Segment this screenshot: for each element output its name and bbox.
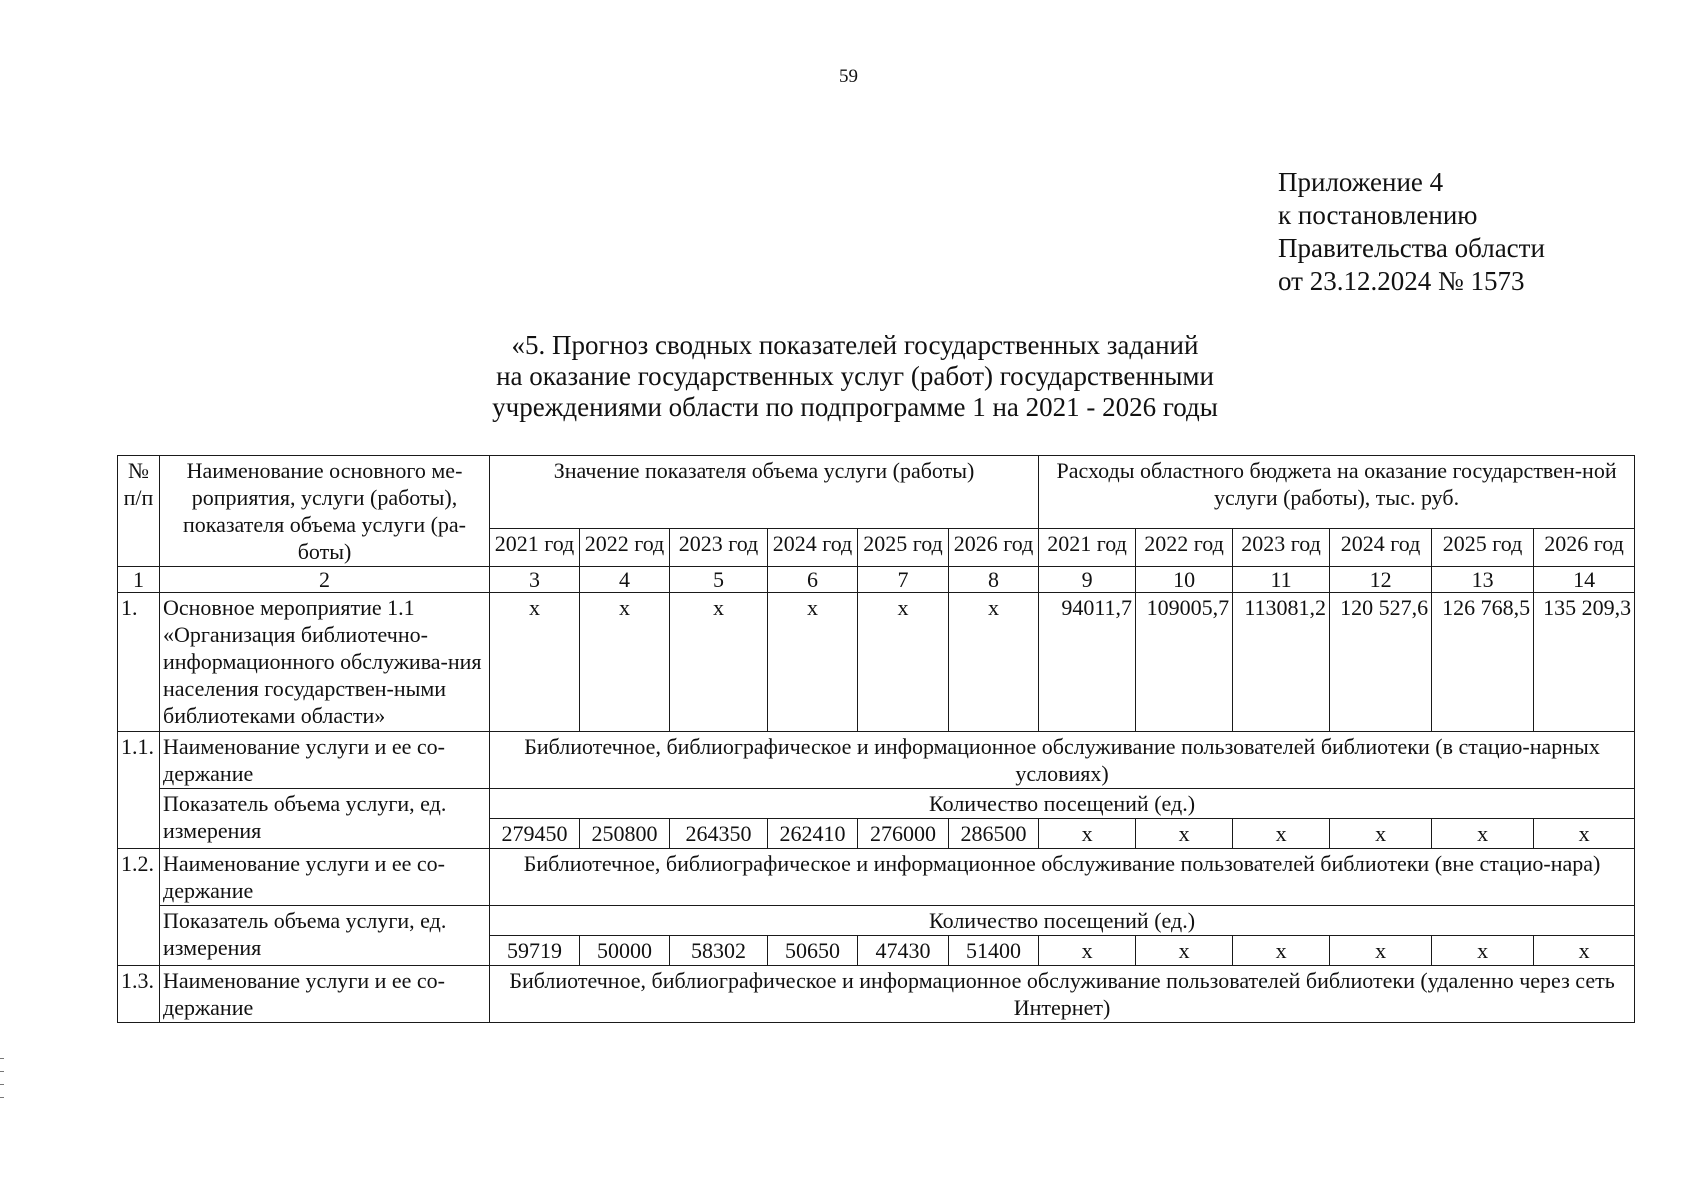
table-cell: х xyxy=(1432,936,1534,966)
header-volume-year: 2021 год xyxy=(490,528,580,566)
row-number: 1.1. xyxy=(118,732,160,849)
table-cell: х xyxy=(768,593,858,732)
volume-cell: 276000 xyxy=(858,819,949,849)
header-expense-year: 2021 год xyxy=(1039,528,1136,566)
column-number: 3 xyxy=(490,567,580,593)
table-cell: х xyxy=(1534,936,1635,966)
appendix-block xyxy=(1278,166,1545,298)
table-cell: х xyxy=(670,593,768,732)
volume-cell: 59719 xyxy=(490,936,580,966)
volume-cell: 286500 xyxy=(949,819,1039,849)
header-name: Наименование основного ме-роприятия, услуги (работы), показателя объема услуги (ра-боты) xyxy=(160,456,490,567)
table-cell: х xyxy=(1233,936,1330,966)
table-cell: х xyxy=(1330,819,1432,849)
table-cell: х xyxy=(580,593,670,732)
appendix-line: Приложение 4 xyxy=(1278,167,1444,197)
table-cell: х xyxy=(1432,819,1534,849)
table-cell: х xyxy=(1136,936,1233,966)
header-volume-year: 2025 год xyxy=(858,528,949,566)
expense-cell: 135 209,3 xyxy=(1534,593,1635,732)
service-description: Библиотечное, библиографическое и информационное обслуживание пользователей библиотеки (в стацио-нарных условиях) xyxy=(490,732,1635,789)
table-row-1-2-service xyxy=(118,849,1635,906)
indicator-label: Показатель объема услуги, ед. измерения xyxy=(160,906,490,966)
table-row-1-1-indicator xyxy=(118,789,1635,819)
appendix-line: к постановлению xyxy=(1278,200,1478,230)
header-volume-year: 2022 год xyxy=(580,528,670,566)
column-number: 2 xyxy=(160,567,490,593)
header-expense-year: 2023 год xyxy=(1233,528,1330,566)
expense-cell: 113081,2 xyxy=(1233,593,1330,732)
indicator-description: Количество посещений (ед.) xyxy=(490,789,1635,819)
forecast-table xyxy=(117,455,1635,1023)
expense-cell: 120 527,6 xyxy=(1330,593,1432,732)
table-cell: х xyxy=(1039,819,1136,849)
volume-cell: 264350 xyxy=(670,819,768,849)
service-label: Наименование услуги и ее со-держание xyxy=(160,849,490,906)
table-row-1-3-service xyxy=(118,966,1635,1023)
table-cell: х xyxy=(949,593,1039,732)
column-number: 8 xyxy=(949,567,1039,593)
header-expense-year: 2024 год xyxy=(1330,528,1432,566)
header-num: № п/п xyxy=(118,456,160,567)
volume-cell: 51400 xyxy=(949,936,1039,966)
header-volume-year: 2026 год xyxy=(949,528,1039,566)
expense-cell: 94011,7 xyxy=(1039,593,1136,732)
title-line: учреждениями области по подпрограмме 1 на 2021 - 2026 годы xyxy=(492,392,1218,422)
volume-cell: 47430 xyxy=(858,936,949,966)
page-number: 59 xyxy=(839,66,858,87)
header-volume-year: 2024 год xyxy=(768,528,858,566)
column-number: 4 xyxy=(580,567,670,593)
table-cell: х xyxy=(490,593,580,732)
volume-cell: 50000 xyxy=(580,936,670,966)
service-description: Библиотечное, библиографическое и информационное обслуживание пользователей библиотеки (вне стацио-нара) xyxy=(490,849,1635,906)
appendix-line: от 23.12.2024 № 1573 xyxy=(1278,266,1525,296)
table-cell: х xyxy=(858,593,949,732)
table-cell: х xyxy=(1136,819,1233,849)
main-activity-name: Основное мероприятие 1.1 «Организация библиотечно-информационного обслужива-ния населения государствен-ными библиотеками области» xyxy=(160,593,490,732)
table-row-1-1-service xyxy=(118,732,1635,789)
indicator-description: Количество посещений (ед.) xyxy=(490,906,1635,936)
service-label: Наименование услуги и ее со-держание xyxy=(160,966,490,1023)
column-number: 7 xyxy=(858,567,949,593)
header-expense-group: Расходы областного бюджета на оказание государствен-ной услуги (работы), тыс. руб. xyxy=(1039,456,1635,529)
volume-cell: 58302 xyxy=(670,936,768,966)
service-description: Библиотечное, библиографическое и информационное обслуживание пользователей библиотеки (удаленно через сеть Интернет) xyxy=(490,966,1635,1023)
indicator-label: Показатель объема услуги, ед. измерения xyxy=(160,789,490,849)
column-number: 1 xyxy=(118,567,160,593)
column-number: 6 xyxy=(768,567,858,593)
column-number: 11 xyxy=(1233,567,1330,593)
column-number-row xyxy=(118,567,1635,593)
header-expense-year: 2026 год xyxy=(1534,528,1635,566)
table-cell: х xyxy=(1039,936,1136,966)
column-number: 12 xyxy=(1330,567,1432,593)
column-number: 9 xyxy=(1039,567,1136,593)
row-number: 1.2. xyxy=(118,849,160,966)
expense-cell: 109005,7 xyxy=(1136,593,1233,732)
column-number: 5 xyxy=(670,567,768,593)
expense-cell: 126 768,5 xyxy=(1432,593,1534,732)
service-label: Наименование услуги и ее со-держание xyxy=(160,732,490,789)
title-line: на оказание государственных услуг (работ) государственными xyxy=(496,361,1214,391)
appendix-line: Правительства области xyxy=(1278,233,1545,263)
scan-margin-marks xyxy=(0,1058,4,1098)
volume-cell: 262410 xyxy=(768,819,858,849)
document-title xyxy=(340,330,1370,423)
volume-cell: 250800 xyxy=(580,819,670,849)
header-expense-year: 2025 год xyxy=(1432,528,1534,566)
column-number: 10 xyxy=(1136,567,1233,593)
volume-cell: 279450 xyxy=(490,819,580,849)
table-cell: х xyxy=(1330,936,1432,966)
column-number: 14 xyxy=(1534,567,1635,593)
row-number: 1.3. xyxy=(118,966,160,1023)
table-cell: х xyxy=(1233,819,1330,849)
header-expense-year: 2022 год xyxy=(1136,528,1233,566)
header-volume-group: Значение показателя объема услуги (работы) xyxy=(490,456,1039,529)
table-cell: х xyxy=(1534,819,1635,849)
header-row xyxy=(118,456,1635,529)
table-row-1 xyxy=(118,593,1635,732)
row-number: 1. xyxy=(118,593,160,732)
header-volume-year: 2023 год xyxy=(670,528,768,566)
volume-cell: 50650 xyxy=(768,936,858,966)
column-number: 13 xyxy=(1432,567,1534,593)
table-row-1-2-indicator xyxy=(118,906,1635,936)
title-line: «5. Прогноз сводных показателей государственных заданий xyxy=(511,330,1199,360)
